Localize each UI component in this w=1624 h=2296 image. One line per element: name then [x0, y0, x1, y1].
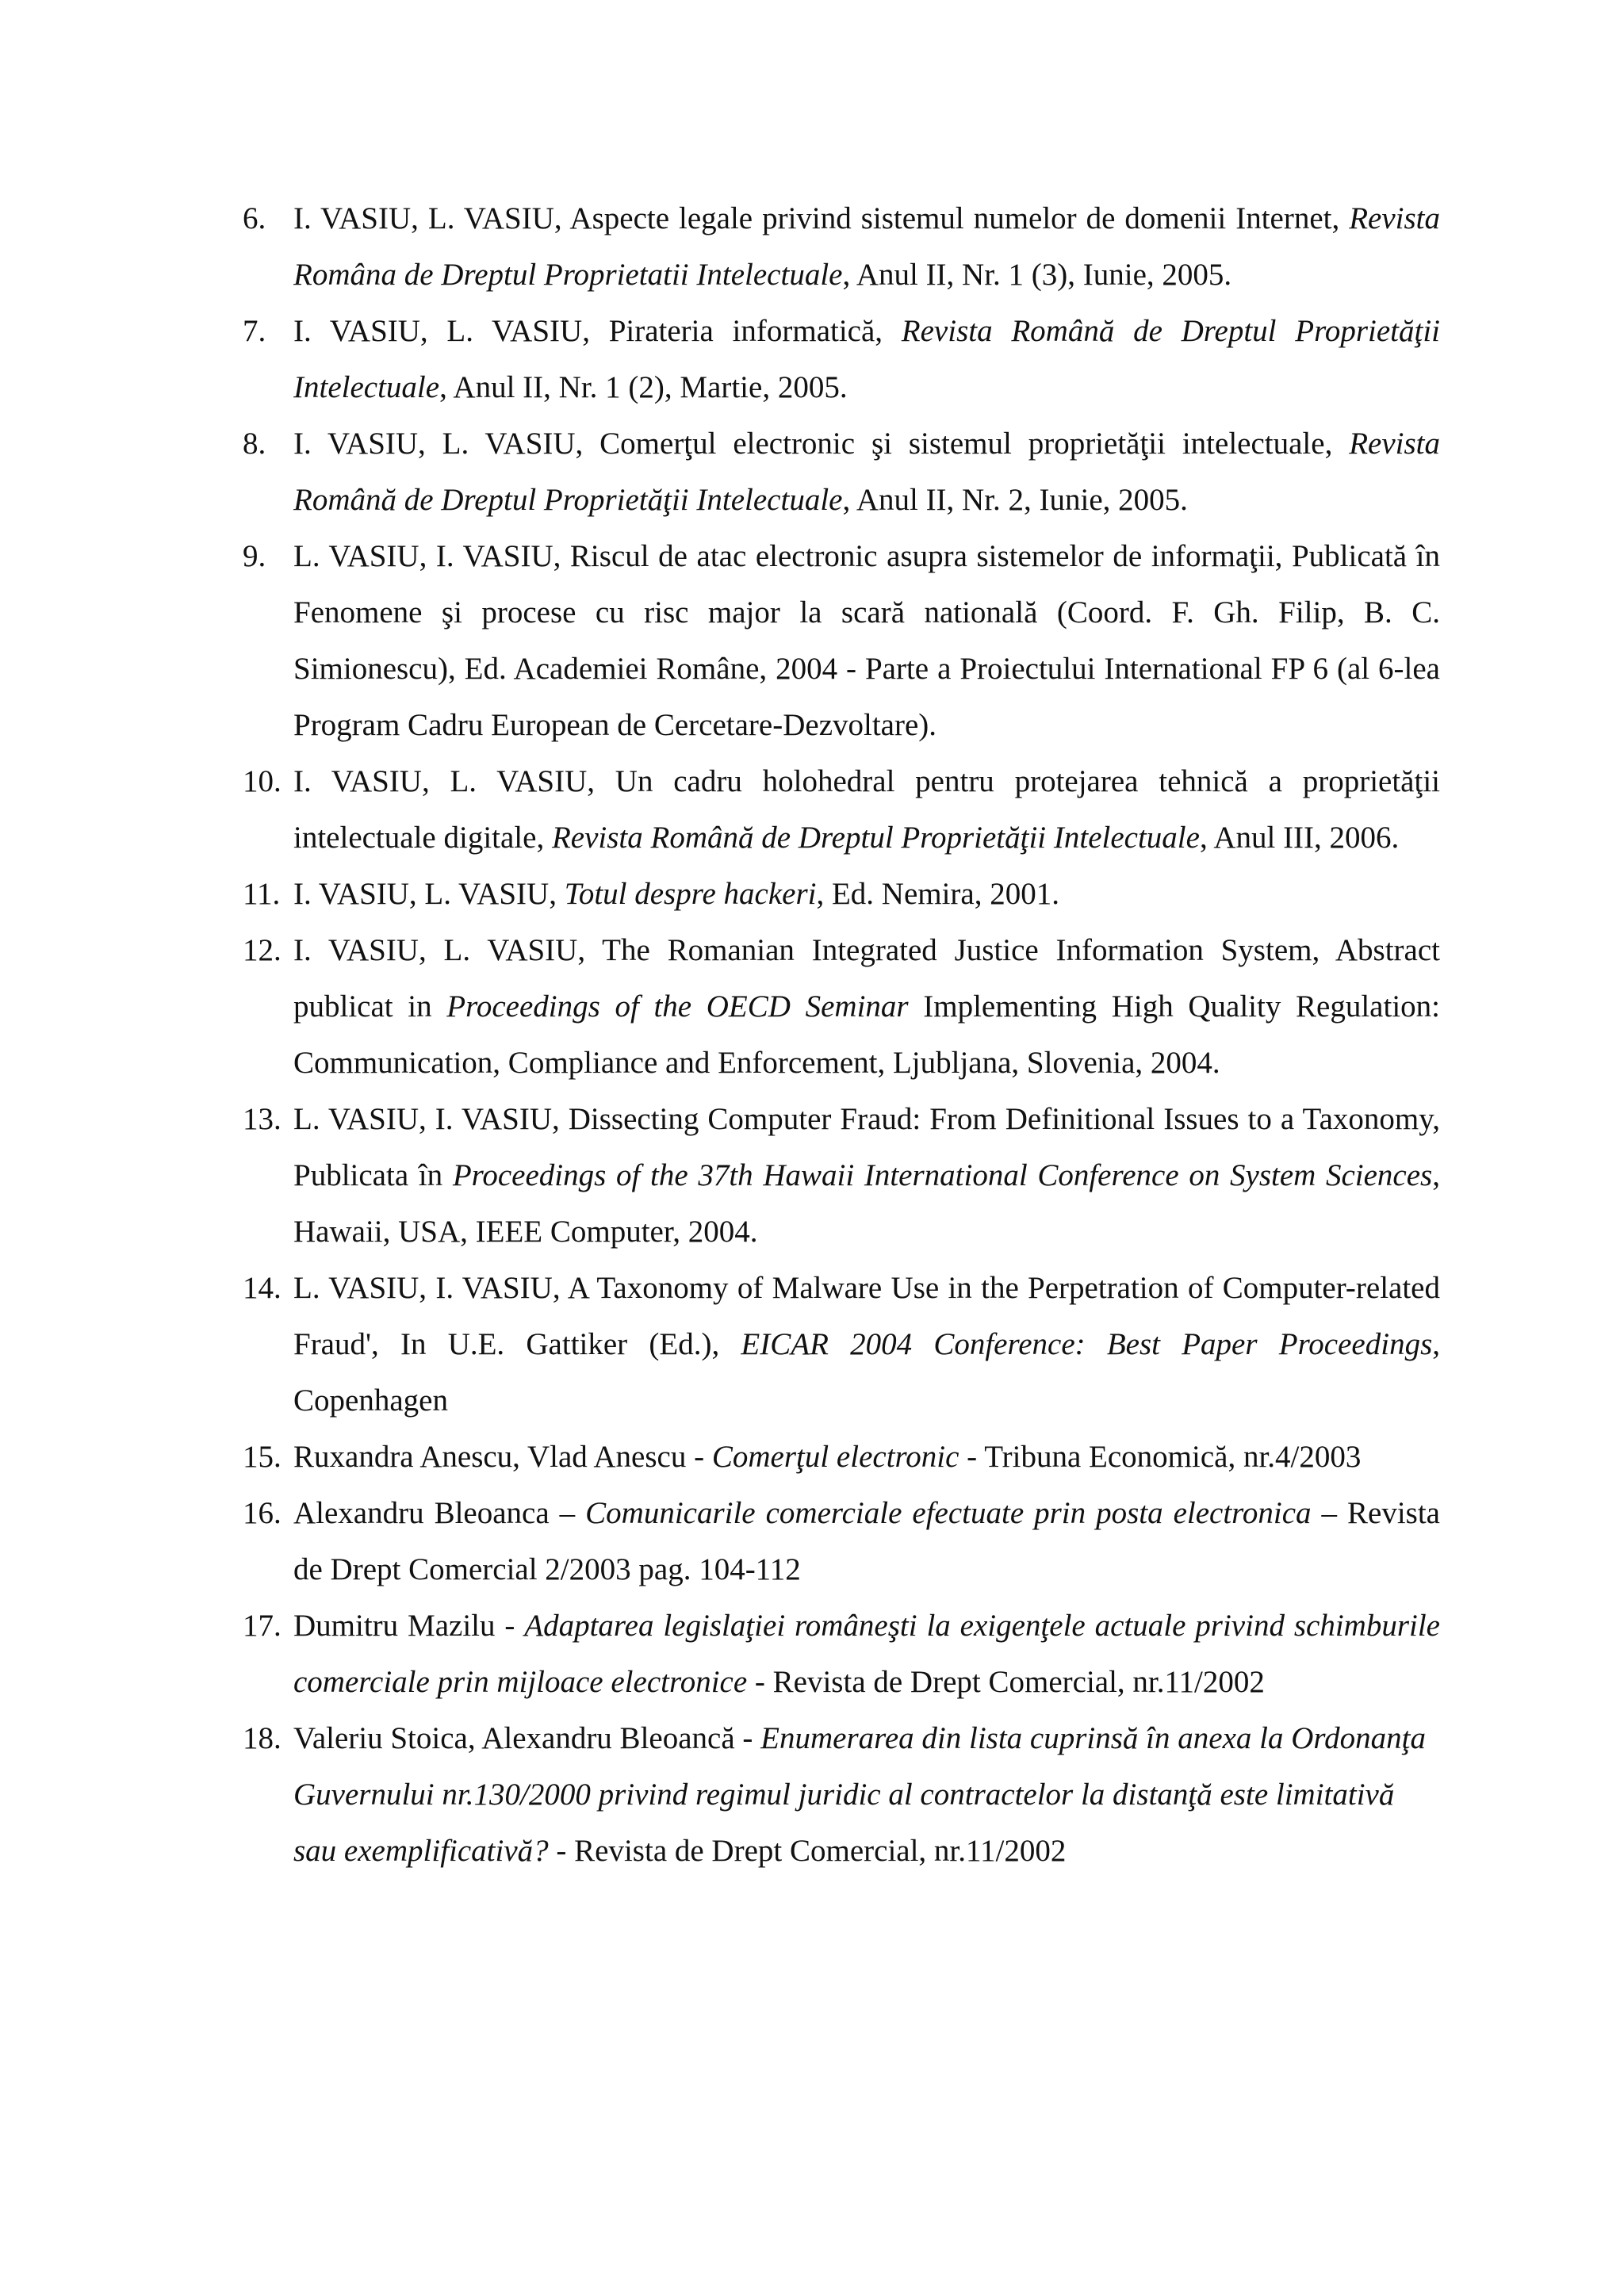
reference-text-segment: , Ed. Nemira, 2001. [816, 877, 1059, 911]
reference-item [243, 528, 1440, 753]
reference-text-segment: Ruxandra Anescu, Vlad Anescu - [293, 1440, 712, 1474]
reference-title-italic: Proceedings of the 37th Hawaii International Conference on System Sciences [452, 1158, 1433, 1192]
reference-item [243, 415, 1440, 528]
reference-text-segment: L. VASIU, I. VASIU, Riscul de atac electronic asupra sistemelor de informaţii, Publicată în Fenomene şi procese cu risc major la scară natională (Coord. F. Gh. Filip, B. C. Simionescu), Ed. Academiei Române, 2004 - Parte a Proiectului International FP 6 (al 6-lea Program Cadru European de Cercetare-Dezvoltare). [293, 539, 1440, 742]
reference-item [243, 1260, 1440, 1429]
reference-title-italic: EICAR 2004 Conference: Best Paper Proceedings [741, 1327, 1433, 1361]
reference-text [293, 1598, 1440, 1710]
reference-number: 6. [243, 201, 266, 235]
reference-text-segment: – Revista de Drept Comercial 2/2003 pag. 104-112 [293, 1496, 1440, 1586]
reference-item [243, 190, 1440, 303]
reference-item [243, 753, 1440, 866]
reference-number: 16. [243, 1496, 282, 1530]
reference-text [293, 1091, 1440, 1260]
reference-item [243, 1429, 1440, 1485]
reference-text [293, 190, 1440, 303]
reference-item [243, 1598, 1440, 1710]
reference-number: 11. [243, 877, 281, 911]
reference-text [293, 1710, 1440, 1879]
reference-item [243, 1710, 1440, 1879]
reference-number: 12. [243, 933, 282, 967]
reference-number: 8. [243, 427, 266, 461]
reference-title-italic: Comunicarile comerciale efectuate prin posta electronica [585, 1496, 1312, 1530]
reference-text-segment: Alexandru Bleoanca – [293, 1496, 586, 1530]
reference-text [293, 303, 1440, 415]
reference-title-italic: Revista Română de Dreptul Proprietăţii Intelectuale [551, 821, 1200, 855]
reference-list [243, 190, 1440, 1879]
reference-item [243, 922, 1440, 1091]
reference-text-segment: , Anul II, Nr. 1 (2), Martie, 2005. [439, 370, 848, 404]
reference-item [243, 866, 1440, 922]
reference-text-segment: Valeriu Stoica, Alexandru Bleoancă - [293, 1721, 761, 1755]
reference-title-italic: Enumerarea din lista cuprinsă în anexa la Ordonanţa Guvernului nr.130/2000 privind regimul juridic al contractelor la distanţă este limitativă sau exemplificativă? [293, 1721, 1426, 1868]
reference-text-segment: I. VASIU, L. VASIU, Un cadru holohedral pentru protejarea tehnică a proprietăţii intelectuale digitale, [293, 764, 1440, 855]
reference-text-segment: I. VASIU, L. VASIU, [293, 877, 565, 911]
reference-title-italic: Adaptarea legislaţiei româneşti la exigenţele actuale privind schimburile comerciale prin mijloace electronice [293, 1609, 1440, 1699]
reference-text [293, 1429, 1440, 1485]
reference-text [293, 415, 1440, 528]
reference-item [243, 303, 1440, 415]
reference-text-segment: Dumitru Mazilu - [293, 1609, 525, 1643]
reference-number: 14. [243, 1271, 282, 1305]
reference-text-segment: I. VASIU, L. VASIU, Comerţul electronic şi sistemul proprietăţii intelectuale, [293, 427, 1350, 461]
reference-text [293, 753, 1440, 866]
reference-title-italic: Revista Româna de Dreptul Proprietatii Intelectuale [293, 201, 1440, 292]
reference-number: 15. [243, 1440, 282, 1474]
reference-text-segment: I. VASIU, L. VASIU, The Romanian Integrated Justice Information System, Abstract publicat in [293, 933, 1440, 1024]
reference-title-italic: Revista Română de Dreptul Proprietăţii Intelectuale [293, 427, 1440, 517]
reference-text [293, 922, 1440, 1091]
reference-item [243, 1485, 1440, 1598]
reference-number: 13. [243, 1102, 282, 1136]
reference-text-segment: - Revista de Drept Comercial, nr.11/2002 [548, 1834, 1067, 1868]
reference-text-segment: , Anul II, Nr. 2, Iunie, 2005. [842, 483, 1188, 517]
reference-number: 9. [243, 539, 266, 573]
reference-number: 17. [243, 1609, 282, 1643]
reference-text-segment: - Revista de Drept Comercial, nr.11/2002 [747, 1665, 1265, 1699]
reference-text-segment: Implementing High Quality Regulation: Communication, Compliance and Enforcement, Ljubljana, Slovenia, 2004. [293, 989, 1440, 1080]
reference-text [293, 1485, 1440, 1598]
reference-number: 7. [243, 314, 266, 348]
reference-text-segment: , Copenhagen [293, 1327, 1440, 1418]
reference-number: 10. [243, 764, 282, 798]
reference-text [293, 1260, 1440, 1429]
reference-text-segment: L. VASIU, I. VASIU, Dissecting Computer Fraud: From Definitional Issues to a Taxonomy, Publicata în [293, 1102, 1440, 1192]
reference-text [293, 528, 1440, 753]
reference-title-italic: Comerţul electronic [711, 1440, 959, 1474]
reference-text-segment: L. VASIU, I. VASIU, A Taxonomy of Malware Use in the Perpetration of Computer-related Fraud', In U.E. Gattiker (Ed.), [293, 1271, 1440, 1361]
reference-number: 18. [243, 1721, 282, 1755]
reference-text-segment: , Anul II, Nr. 1 (3), Iunie, 2005. [842, 258, 1232, 292]
reference-text-segment: I. VASIU, L. VASIU, Pirateria informatică, [293, 314, 902, 348]
reference-item [243, 1091, 1440, 1260]
reference-text-segment: - Tribuna Economică, nr.4/2003 [959, 1440, 1362, 1474]
reference-text [293, 866, 1440, 922]
reference-text-segment: , Hawaii, USA, IEEE Computer, 2004. [293, 1158, 1440, 1249]
reference-text-segment: , Anul III, 2006. [1199, 821, 1400, 855]
reference-title-italic: Proceedings of the OECD Seminar [446, 989, 909, 1024]
reference-title-italic: Totul despre hackeri [564, 877, 817, 911]
reference-title-italic: Revista Română de Dreptul Proprietăţii Intelectuale [293, 314, 1440, 404]
reference-text-segment: I. VASIU, L. VASIU, Aspecte legale privind sistemul numelor de domenii Internet, [293, 201, 1350, 235]
